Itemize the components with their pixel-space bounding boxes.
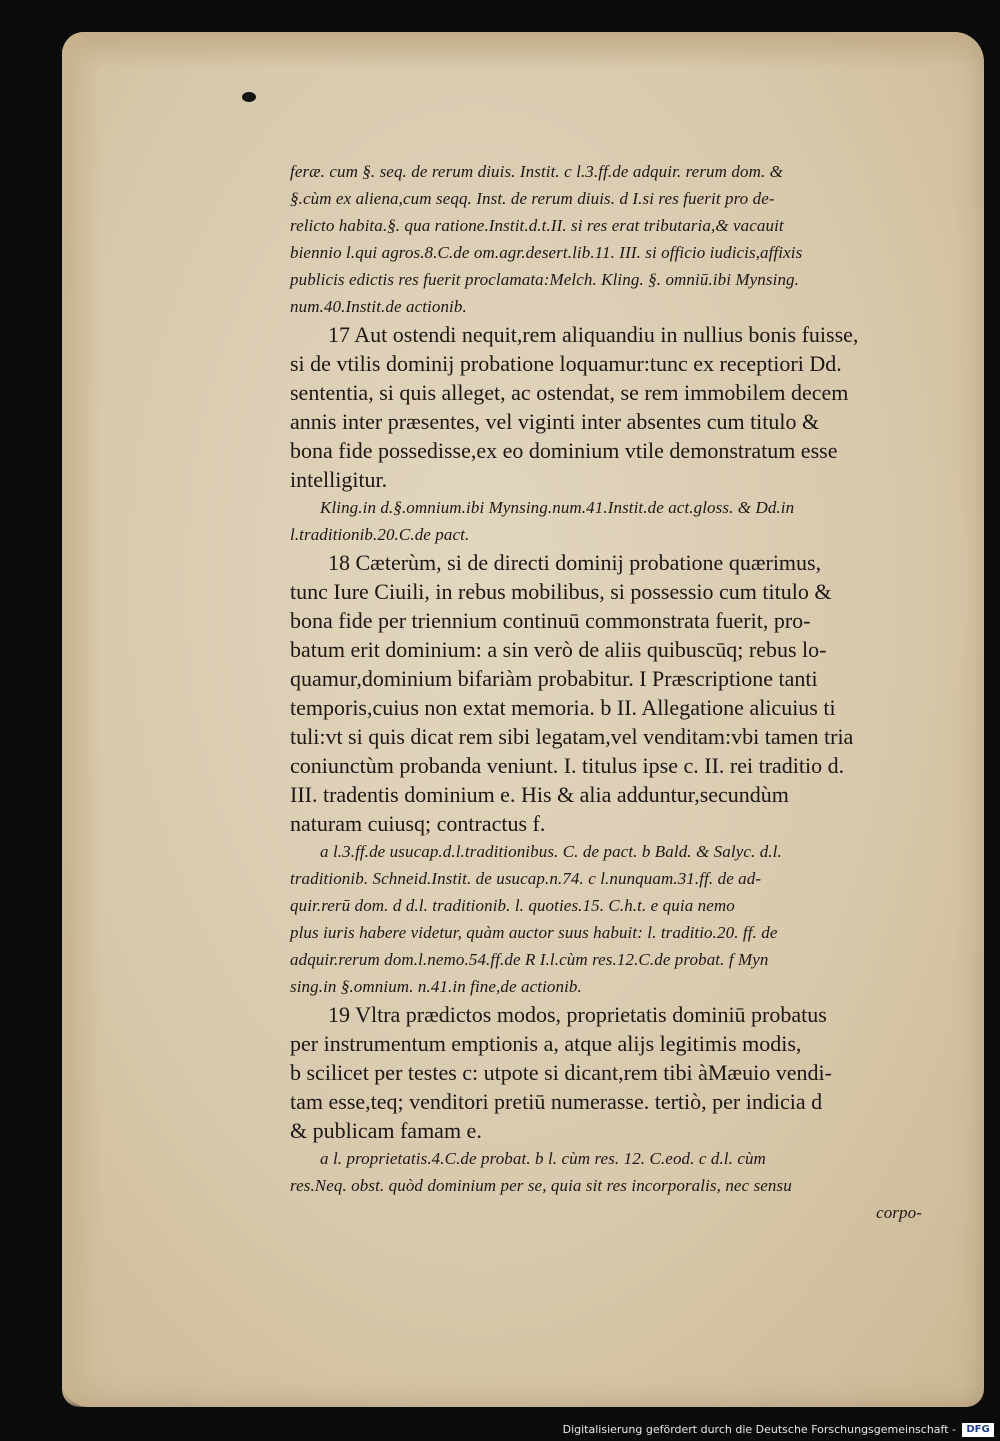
text-line: l.traditionib.20.C.de pact. (290, 525, 470, 544)
text-line: per instrumentum emptionis a, atque alijs legitimis modis, (290, 1031, 802, 1056)
text-line: res.Neq. obst. quòd dominium per se, quia sit res incorporalis, nec sensu (290, 1176, 792, 1195)
text-line: III. tradentis dominium e. His & alia adduntur,secundùm (290, 782, 789, 807)
text-line: bona fide per triennium continuū commonstrata fuerit, pro- (290, 608, 811, 633)
text-line: num.40.Instit.de actionib. (290, 297, 467, 316)
digitization-footer (0, 1419, 1000, 1441)
text-line: intelligitur. (290, 467, 388, 492)
text-line: traditionib. Schneid.Instit. de usucap.n.74. c l.nunquam.31.ff. de ad- (290, 869, 762, 888)
text-line: temporis,cuius non extat memoria. b II. Allegatione alicuius ti (290, 695, 836, 720)
text-line: quamur,dominium bifariàm probabitur. I Præscriptione tanti (290, 666, 818, 691)
text-line: §.cùm ex aliena,cum seqq. Inst. de rerum diuis. d I.si res fuerit pro de- (290, 189, 775, 208)
dfg-logo: DFG (962, 1423, 994, 1437)
funding-credit: Digitalisierung gefördert durch die Deutsche Forschungsgemeinschaft - (562, 1423, 956, 1436)
text-line: annis inter præsentes, vel viginti inter absentes cum titulo & (290, 409, 820, 434)
text-line: a l. proprietatis.4.C.de probat. b l. cùm res. 12. C.eod. c d.l. cùm (320, 1149, 766, 1168)
text-line: quir.rerū dom. d d.l. traditionib. l. quoties.15. C.h.t. e quia nemo (290, 896, 735, 915)
text-line: tuli:vt si quis dicat rem sibi legatam,vel venditam:vbi tamen tria (290, 724, 854, 749)
catchword: corpo- (876, 1203, 922, 1222)
text-line: Kling.in d.§.omnium.ibi Mynsing.num.41.Instit.de act.gloss. & Dd.in (320, 498, 795, 517)
text-line: & publicam famam e. (290, 1118, 482, 1143)
text-line: a l.3.ff.de usucap.d.l.traditionibus. C. de pact. b Bald. & Salyc. d.l. (320, 842, 782, 861)
text-line: naturam cuiusq; contractus f. (290, 811, 546, 836)
text-line: batum erit dominium: a sin verò de aliis quibuscūq; rebus lo- (290, 637, 827, 662)
text-line: plus iuris habere videtur, quàm auctor suus habuit: l. traditio.20. ff. de (290, 923, 778, 942)
text-line: adquir.rerum dom.l.nemo.54.ff.de R I.l.cùm res.12.C.de probat. f Myn (290, 950, 769, 969)
text-line: tunc Iure Ciuili, in rebus mobilibus, si possessio cum titulo & (290, 579, 832, 604)
text-line: bona fide possedisse,ex eo dominium vtile demonstratum esse (290, 438, 838, 463)
text-line: 18 Cæterùm, si de directi dominij probatione quærimus, (328, 550, 822, 575)
page-text (290, 158, 922, 1226)
text-line: tam esse,teq; venditori pretiū numerasse. tertiò, per indicia d (290, 1089, 823, 1114)
text-line: coniunctùm probanda veniunt. I. titulus ipse c. II. rei traditio d. (290, 753, 845, 778)
text-line: feræ. cum §. seq. de rerum diuis. Instit. c l.3.ff.de adquir. rerum dom. & (290, 162, 783, 181)
text-line: b scilicet per testes c: utpote si dicant,rem tibi àMæuio vendi- (290, 1060, 832, 1085)
text-line: relicto habita.§. qua ratione.Instit.d.t.II. si res erat tributaria,& vacauit (290, 216, 784, 235)
paper-damage-hole (242, 92, 256, 102)
text-line: biennio l.qui agros.8.C.de om.agr.desert.lib.11. III. si officio iudicis,affixis (290, 243, 803, 262)
text-line: publicis edictis res fuerit proclamata:Melch. Kling. §. omniū.ibi Mynsing. (290, 270, 799, 289)
text-line: 19 Vltra prædictos modos, proprietatis dominiū probatus (328, 1002, 827, 1027)
text-line: sing.in §.omnium. n.41.in fine,de actionib. (290, 977, 582, 996)
text-line: 17 Aut ostendi nequit,rem aliquandiu in nullius bonis fuisse, (328, 322, 859, 347)
text-line: si de vtilis dominij probatione loquamur:tunc ex receptiori Dd. (290, 351, 842, 376)
text-line: sententia, si quis alleget, ac ostendat, se rem immobilem decem (290, 380, 849, 405)
